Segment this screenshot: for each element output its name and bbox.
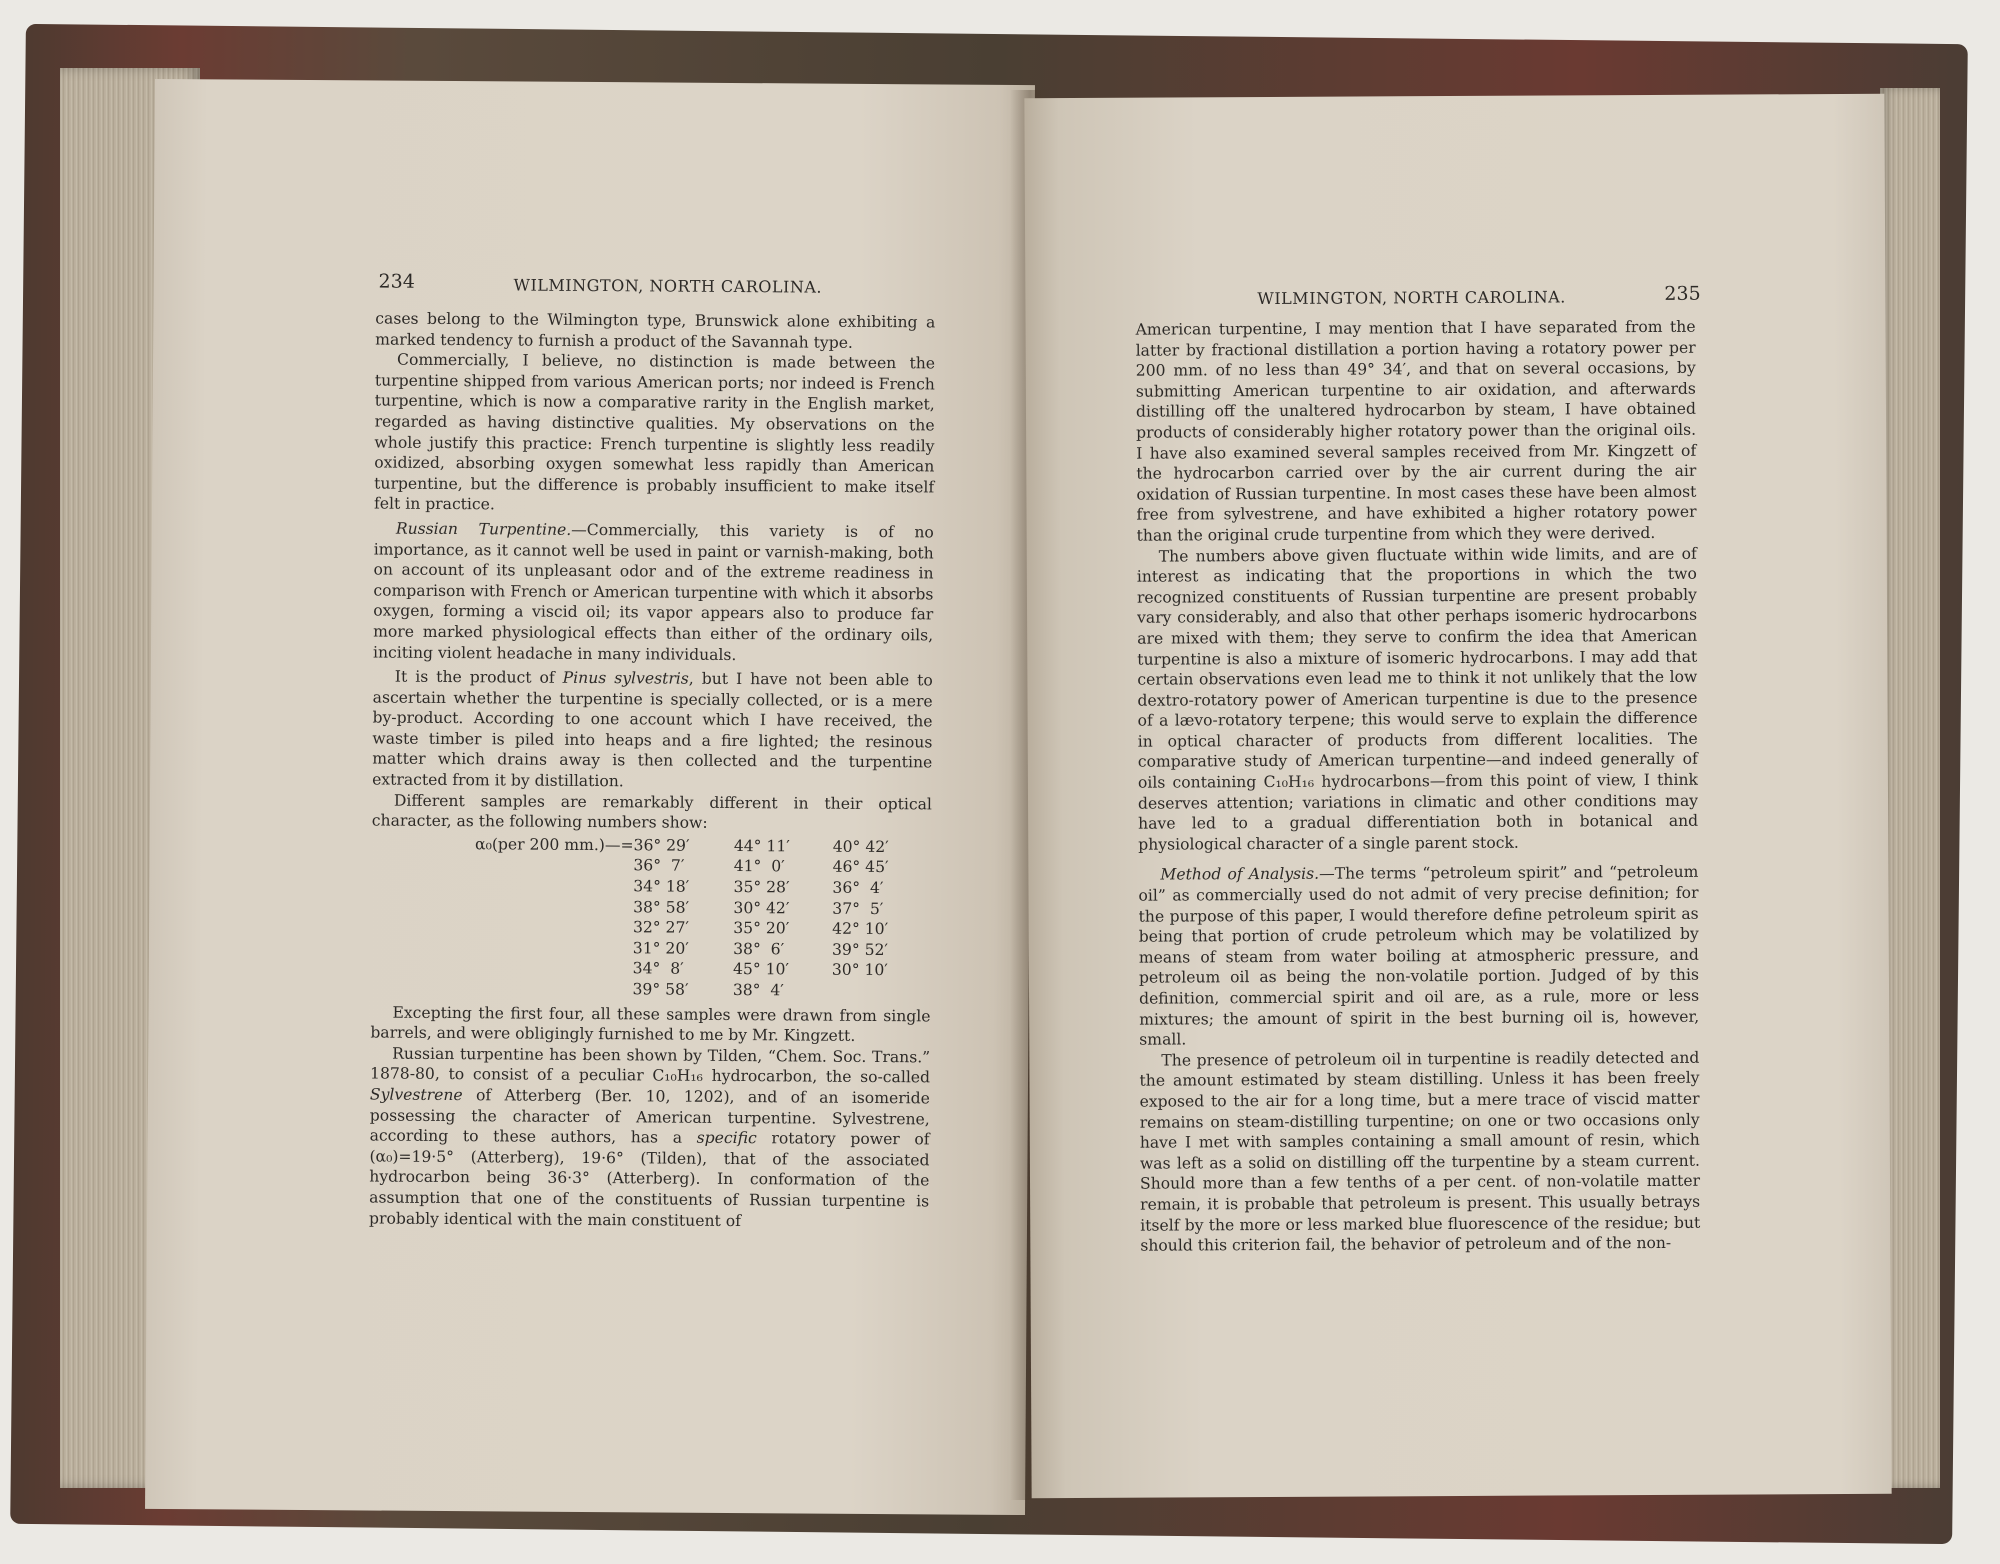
- page-number: 234: [378, 270, 415, 293]
- table-cell: 45° 10′: [732, 960, 790, 979]
- table-cell: 38° 4′: [732, 981, 784, 1000]
- table-cell: 39° 52′: [831, 940, 889, 959]
- section-heading: Method of Analysis.—: [1160, 865, 1335, 884]
- table-label-cell: [371, 916, 633, 938]
- table-cell: 36° 4′: [832, 878, 884, 898]
- right-page: [1024, 94, 1891, 1498]
- table-cell: 36° 7′: [633, 856, 685, 876]
- table-row: [371, 977, 931, 1002]
- paragraph: Excepting the first four, all these samples were drawn from single barrels, and were obligingly furnished to me by Mr. Kingzett.: [370, 1003, 931, 1046]
- table-cell: [832, 981, 931, 1002]
- table-cell: 46° 45′: [832, 858, 889, 877]
- paragraph: The presence of petroleum oil in turpentine is readily detected and the amount estimated by steam distilling. Unless it has been freely exposed to the air for a long time, but a mere trace of viscid matter remains on steam-distilling turpentine; on one or two occasions only have I met with samples containing a small amount of resin, which was left as a solid on distilling off the turpentine by a steam current. Should more than a few tenths of a per cent. of non-volatile matter remain, it is probable that petroleum is present. This usually betrays itself by the more or less marked blue fluorescence of the residue; but should this criterion fail, the behavior of petroleum and of the non-: [1139, 1048, 1701, 1255]
- paragraph: It is the product of Pinus sylvestris, but I have not been able to ascertain whether the turpentine is specially collected, or is a mere by-product. According to one account which I have received, the waste timber is piled into heaps and a fire lighted; the resinous matter which drains away is then collected and the turpentine extracted from it by distillation.: [372, 667, 933, 791]
- table-label-cell: [371, 895, 633, 917]
- table-cell: 34° 8′: [632, 959, 684, 979]
- paragraph: cases belong to the Wilmington type, Brunswick alone exhibiting a marked tendency to furnish a product of the Savannah type.: [375, 309, 936, 352]
- table-cell: 38° 6′: [733, 939, 785, 959]
- table-cell: 38° 58′: [633, 897, 690, 917]
- left-body-text: [369, 308, 935, 1232]
- table-cell: 32° 27′: [632, 918, 690, 937]
- table-label-cell: [371, 875, 633, 897]
- table-cell: 30° 10′: [831, 961, 888, 980]
- table-label-cell: α₀(per 200 mm.)—=: [475, 835, 634, 855]
- table-cell: 44° 11′: [733, 836, 790, 856]
- table-cell: 41° 0′: [733, 857, 785, 876]
- running-head: WILMINGTON, NORTH CAROLINA.: [513, 275, 823, 297]
- right-body-text: [1136, 317, 1701, 1257]
- table-cell: 35° 28′: [733, 878, 790, 897]
- table-cell: 36° 29′: [633, 836, 690, 855]
- table-label-cell: [371, 936, 633, 958]
- paragraph: Commercially, I believe, no distinction is made between the turpentine shipped from various American ports; nor indeed is French turpentine, which is now a comparative rarity in the English market, regarded as having distinctive qualities. My observations on the whole justify this practice: French turpentine is slightly less readily oxidized, absorbing oxygen somewhat less rapidly than American turpentine, but the difference is probably insufficient to make itself felt in practice.: [373, 350, 936, 514]
- section-heading: Russian Turpentine.—: [395, 519, 587, 539]
- table-cell: 35° 20′: [733, 919, 790, 938]
- table-cell: 42° 10′: [832, 919, 889, 939]
- paragraph: Method of Analysis.—The terms “petroleum spirit” and “petroleum oil” as commercially used do not admit of very precise definition; for the purpose of this paper, I would therefore define petroleum spirit as being that portion of crude petroleum which may be volatilized by means of steam from water boiling at atmospheric pressure, and petroleum oil as being the non-volatile portion. Judged of by this definition, commercial spirit and oil are, as a rule, more or less mixtures; the amount of spirit in the best burning oil is, however, small.: [1138, 863, 1700, 1049]
- paragraph: The numbers above given fluctuate within wide limits, and are of interest as indicating that the proportions in which the two recognized constituents of Russian turpentine are present probably vary considerably, and also that other perhaps isomeric hydrocarbons are mixed with them; they serve to confirm the idea that American turpentine is also a mixture of isomeric hydrocarbons. I may add that certain observations even lead me to think it not unlikely that the low dextro-rotatory power of American turpentine is due to the presence of a lævo-rotatory terpene; this would serve to explain the difference in optical character of products from different localities. The comparative study of American turpentine—and indeed generally of oils containing C₁₀H₁₆ hydrocarbons—from this point of view, I think deserves attention; variations in climatic and other conditions may have led to a gradual differentiation both in botanical and physiological character of a single parent stock.: [1136, 544, 1699, 854]
- rotation-table: [371, 833, 932, 1002]
- table-cell: 30° 42′: [733, 898, 790, 918]
- table-label-cell: [371, 957, 633, 979]
- table-label-cell: [371, 854, 633, 876]
- table-cell: 31° 20′: [632, 939, 689, 958]
- table-label-cell: [371, 977, 633, 999]
- paragraph: Russian turpentine has been shown by Tilden, “Chem. Soc. Trans.” 1878-80, to consist of a peculiar C₁₀H₁₆ hydrocarbon, the so-called Sylvestrene of Atterberg (Ber. 10, 1202), and of an isomeride possessing the character of American turpentine. Sylvestrene, according to these authors, has a specific rotatory power of (α₀)=19·5° (Atterberg), 19·6° (Tilden), that of the associated hydrocarbon being 36·3° (Atterberg). In conformation of the assumption that one of the constituents of Russian turpentine is probably identical with the main constituent of: [368, 1044, 931, 1230]
- table-cell: 37° 5′: [832, 899, 884, 918]
- running-head: WILMINGTON, NORTH CAROLINA.: [1257, 287, 1566, 309]
- table-cell: 34° 18′: [633, 877, 690, 896]
- left-page: [145, 79, 1035, 1515]
- table-cell: 39° 58′: [632, 980, 689, 999]
- table-cell: 40° 42′: [832, 837, 889, 856]
- paragraph: Russian Turpentine.—Commercially, this variety is of no importance, as it cannot well be used in paint or varnish-making, both on account of its unpleasant odor and of the extreme readiness in comparison with French or American turpentine with which it absorbs oxygen, forming a viscid oil; its vapor appears also to produce far more marked physiological effects than either of the ordinary oils, inciting violent headache in many individuals.: [372, 519, 934, 664]
- page-number: 235: [1664, 282, 1701, 305]
- paragraph: Different samples are remarkably different in their optical character, as the following numbers show:: [371, 791, 933, 833]
- paragraph: American turpentine, I may mention that I have separated from the latter by fractional distillation a portion having a rotatory power per 200 mm. of no less than 49° 34′, and that on several occasions, by submitting American turpentine to air oxidation, and afterwards distilling off the unaltered hydrocarbon by steam, I have obtained products of considerably higher rotatory power than the original oils. I have also examined several samples received from Mr. Kingzett of the hydrocarbon carried over by the air current during the air oxidation of Russian turpentine. In most cases these have been almost free from sylvestrene, and have exhibited a higher rotatory power than the original crude turpentine from which they were derived.: [1135, 317, 1697, 545]
